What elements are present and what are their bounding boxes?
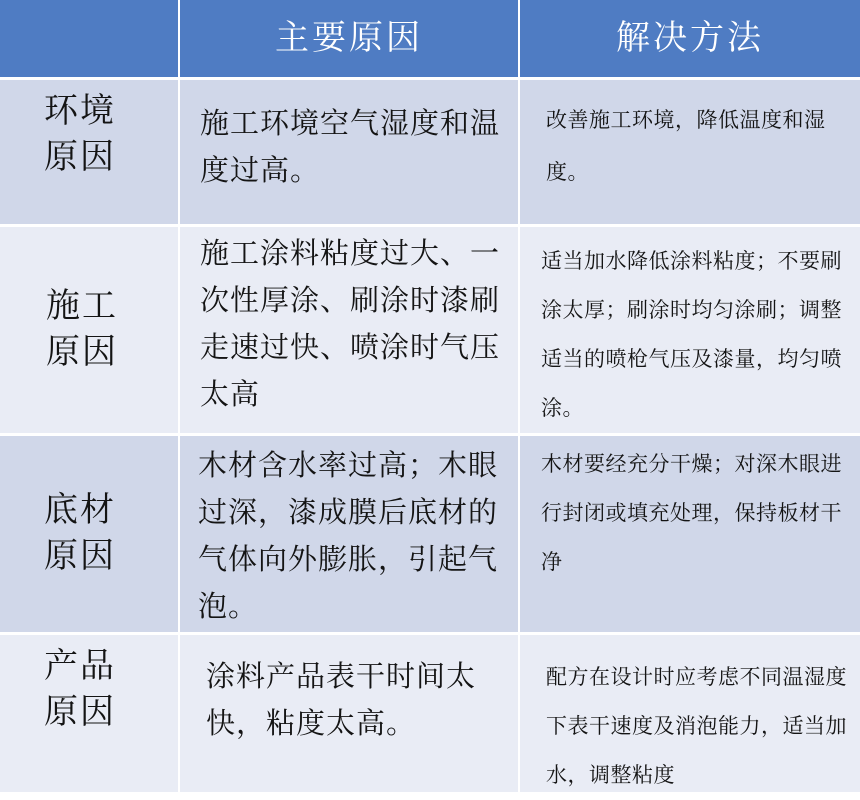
row-title-line1: 产品 [44, 646, 116, 686]
row-title [0, 80, 178, 224]
row-title-line2: 原因 [44, 536, 116, 576]
solution-cell: 改善施工环境，降低温度和湿度。 [520, 80, 860, 224]
row-title [0, 635, 178, 792]
table-header [0, 0, 860, 77]
reason-cell: 木材含水率过高；木眼过深，漆成膜后底材的气体向外膨胀，引起气泡。 [180, 436, 518, 632]
solution-cell: 配方在设计时应考虑不同温湿度下表干速度及消泡能力，适当加水，调整粘度 [520, 635, 860, 792]
table-row [0, 635, 860, 792]
reason-cell: 施工涂料粘度过大、一次性厚涂、刷涂时漆刷走速过快、喷涂时气压太高 [180, 227, 518, 433]
solution-cell: 适当加水降低涂料粘度；不要刷涂太厚；刷涂时均匀涂刷；调整适当的喷枪气压及漆量，均匀喷涂。 [520, 227, 860, 433]
solution-cell: 木材要经充分干燥；对深木眼进行封闭或填充处理，保持板材干净 [520, 436, 860, 632]
table-row [0, 80, 860, 224]
row-title-line1: 底材 [44, 490, 116, 530]
row-title-line1: 环境 [44, 91, 116, 131]
row-title-line1: 施工 [46, 286, 118, 326]
reason-cell: 涂料产品表干时间太快，粘度太高。 [180, 635, 518, 792]
row-title [0, 436, 178, 632]
row-title-line2: 原因 [46, 332, 118, 372]
table-row [0, 436, 860, 632]
header-solution: 解决方法 [520, 0, 860, 77]
row-title-line2: 原因 [44, 692, 116, 732]
row-title [0, 227, 178, 433]
header-empty-cell [0, 0, 178, 77]
row-title-line2: 原因 [44, 137, 116, 177]
header-main-reason: 主要原因 [180, 0, 518, 77]
table-row [0, 227, 860, 433]
reason-cell: 施工环境空气湿度和温度过高。 [180, 80, 518, 224]
